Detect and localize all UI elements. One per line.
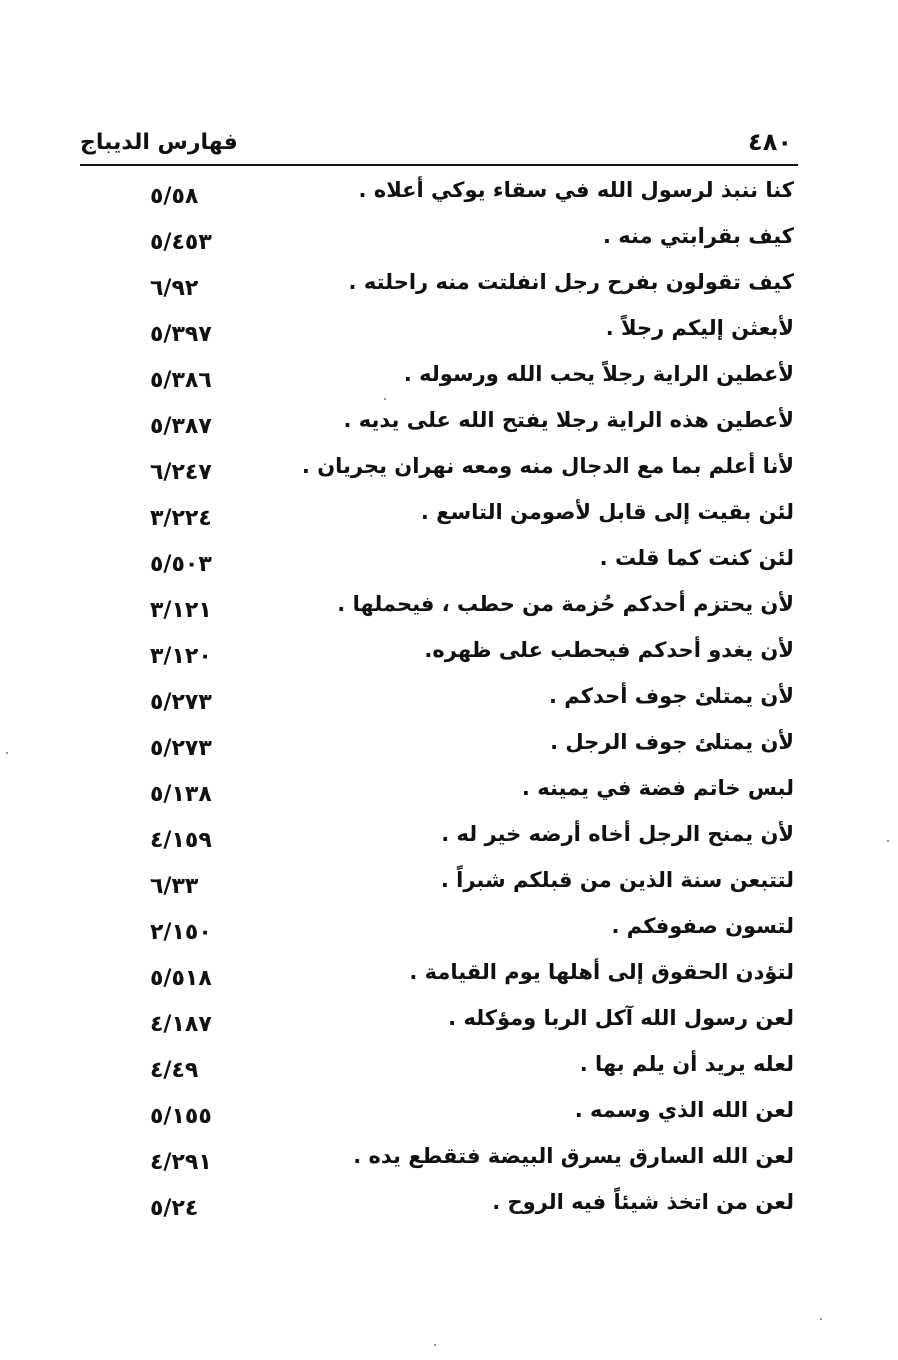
index-entry <box>0 998 898 1044</box>
scan-speck <box>434 1344 436 1346</box>
page-header <box>80 126 796 160</box>
index-entry <box>0 676 898 722</box>
volume-page-ref: ٥/٥١٨ <box>150 966 212 991</box>
volume-page-ref: ٥/٤٥٣ <box>150 230 212 255</box>
index-entry <box>0 1090 898 1136</box>
hadith-text: لعن من اتخذ شيئاً فيه الروح . <box>492 1190 794 1214</box>
hadith-text: لعن رسول الله آكل الربا ومؤكله . <box>448 1006 794 1030</box>
index-entry <box>0 722 898 768</box>
index-entry <box>0 400 898 446</box>
hadith-text: لعن الله الذي وسمه . <box>574 1098 794 1122</box>
volume-page-ref: ٥/٣٨٦ <box>150 368 212 393</box>
volume-page-ref: ٣/٢٢٤ <box>150 506 212 531</box>
hadith-text: لأعطين الراية رجلاً يحب الله ورسوله . <box>403 362 794 386</box>
hadith-text: لأن يمنح الرجل أخاه أرضه خير له . <box>441 822 794 846</box>
volume-page-ref: ٥/٥٨ <box>150 184 199 209</box>
volume-page-ref: ٦/٢٤٧ <box>150 460 212 485</box>
volume-page-ref: ٢/١٥٠ <box>150 920 212 945</box>
hadith-text: لئن كنت كما قلت . <box>599 546 794 570</box>
index-entry <box>0 446 898 492</box>
hadith-text: لئن بقيت إلى قابل لأصومن التاسع . <box>420 500 794 524</box>
volume-page-ref: ٤/٢٩١ <box>150 1150 212 1175</box>
hadith-text: كنا ننبذ لرسول الله في سقاء يوكي أعلاه . <box>358 178 794 202</box>
index-entry <box>0 354 898 400</box>
scan-speck <box>887 840 889 842</box>
hadith-text: لتسون صفوفكم . <box>611 914 794 938</box>
hadith-text: لتؤدن الحقوق إلى أهلها يوم القيامة . <box>409 960 794 984</box>
index-entry <box>0 952 898 998</box>
index-entry <box>0 768 898 814</box>
index-entry <box>0 630 898 676</box>
scan-speck <box>6 752 8 754</box>
hadith-text: لبس خاتم فضة في يمينه . <box>521 776 794 800</box>
volume-page-ref: ٥/١٣٨ <box>150 782 212 807</box>
index-entry <box>0 1182 898 1228</box>
volume-page-ref: ٥/٣٩٧ <box>150 322 212 347</box>
index-entry <box>0 492 898 538</box>
index-entry <box>0 170 898 216</box>
index-entry <box>0 216 898 262</box>
volume-page-ref: ٥/٢٧٣ <box>150 736 212 761</box>
hadith-text: لعن الله السارق يسرق البيضة فتقطع يده . <box>353 1144 794 1168</box>
index-entry <box>0 1044 898 1090</box>
index-entry <box>0 860 898 906</box>
volume-page-ref: ٤/٤٩ <box>150 1058 199 1083</box>
hadith-text: لأن يحتزم أحدكم حُزمة من حطب ، فيحملها . <box>337 592 794 616</box>
index-entry <box>0 538 898 584</box>
volume-page-ref: ٥/٣٨٧ <box>150 414 212 439</box>
hadith-text: لعله يريد أن يلم بها . <box>579 1052 794 1076</box>
volume-page-ref: ٦/٩٢ <box>150 276 199 301</box>
hadith-text: كيف بقرابتي منه . <box>603 224 794 248</box>
volume-page-ref: ٥/٥٠٣ <box>150 552 212 577</box>
volume-page-ref: ٣/١٢٠ <box>150 644 212 669</box>
index-entry <box>0 308 898 354</box>
index-entry <box>0 1136 898 1182</box>
volume-page-ref: ٦/٣٣ <box>150 874 199 899</box>
running-title: فهارس الديباج <box>80 130 238 155</box>
index-entry <box>0 814 898 860</box>
header-rule <box>80 164 798 166</box>
scan-speck <box>384 398 386 400</box>
hadith-text: لأن يمتلئ جوف أحدكم . <box>549 684 794 708</box>
hadith-text: لأبعثن إليكم رجلاً . <box>605 316 794 340</box>
hadith-text: لتتبعن سنة الذين من قبلكم شبراً . <box>440 868 794 892</box>
volume-page-ref: ٥/٢٤ <box>150 1196 199 1221</box>
hadith-text: لأعطين هذه الراية رجلا يفتح الله على يديه . <box>343 408 794 432</box>
volume-page-ref: ٣/١٢١ <box>150 598 212 623</box>
volume-page-ref: ٥/١٥٥ <box>150 1104 212 1129</box>
index-entry <box>0 262 898 308</box>
hadith-text: لأنا أعلم بما مع الدجال منه ومعه نهران يجريان . <box>301 454 794 478</box>
index-entry <box>0 906 898 952</box>
hadith-text: كيف تقولون بفرح رجل انفلتت منه راحلته . <box>348 270 794 294</box>
scan-speck <box>820 1318 822 1320</box>
volume-page-ref: ٤/١٨٧ <box>150 1012 212 1037</box>
hadith-text: لأن يغدو أحدكم فيحطب على ظهره. <box>424 638 794 662</box>
page-number: ٤٨٠ <box>748 128 792 156</box>
hadith-text: لأن يمتلئ جوف الرجل . <box>550 730 794 754</box>
volume-page-ref: ٥/٢٧٣ <box>150 690 212 715</box>
index-entry <box>0 584 898 630</box>
volume-page-ref: ٤/١٥٩ <box>150 828 212 853</box>
